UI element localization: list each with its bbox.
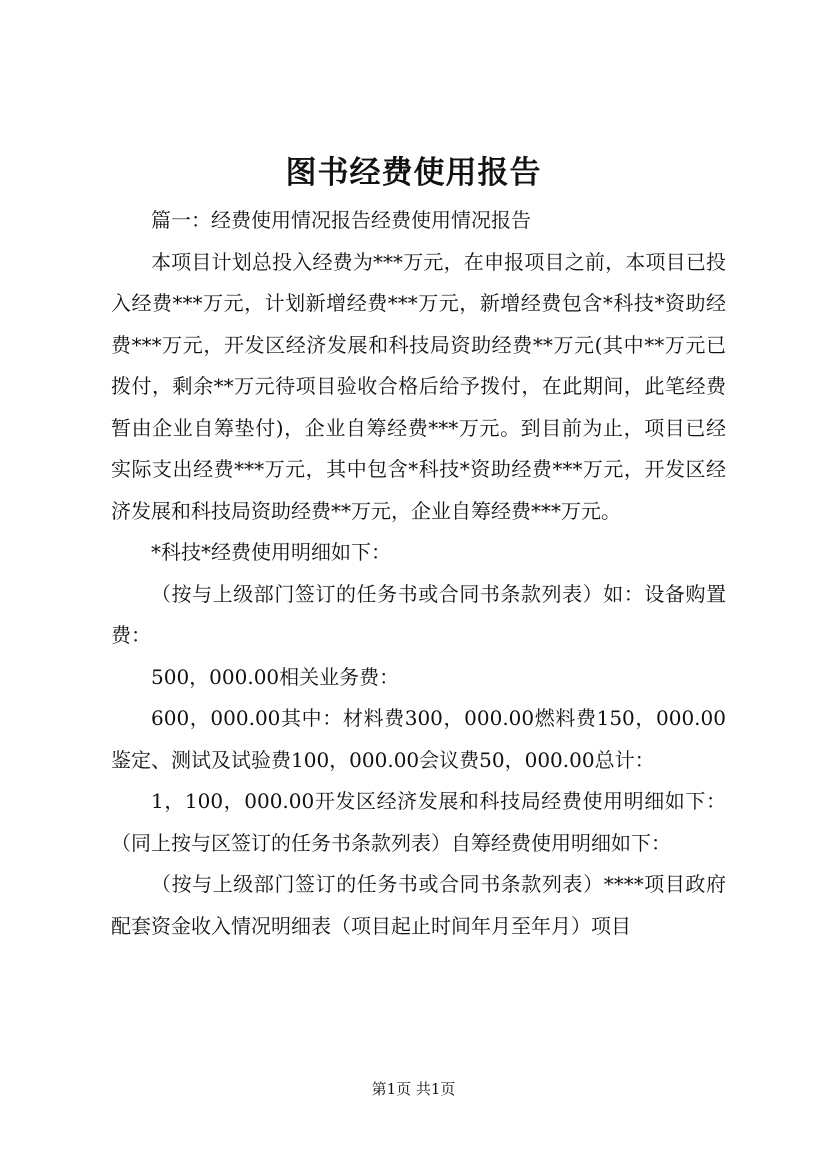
document-title: 图书经费使用报告	[285, 155, 542, 191]
paragraph-supporting-funds: （按与上级部门签订的任务书或合同书条款列表）****项目政府配套资金收入情况明细表（项目起止时间年月至年月）项目	[111, 872, 726, 938]
paragraph-equipment: （按与上级部门签订的任务书或合同书条款列表）如：设备购置费：	[111, 581, 726, 647]
document-body	[111, 200, 726, 947]
paragraph-business-fee: 500，000.00相关业务费：	[151, 664, 400, 689]
paragraph-detail-intro: *科技*经费使用明细如下：	[151, 540, 391, 564]
paragraph-total: 1，100，000.00开发区经济发展和科技局经费使用明细如下：（同上按与区签订的任务书条款列表）自筹经费使用明细如下：	[111, 789, 726, 855]
paragraph-budget-summary: 本项目计划总投入经费为***万元，在申报项目之前，本项目已投入经费***万元，计划新增经费***万元，新增经费包含*科技*资助经费***万元，开发区经济发展和科技局资助经费**万元(其中**万元已拨付，剩余**万元待项目验收合格后给予拨付，在此期间，此笔经费暂由企业自筹垫付)，企业自筹经费***万元。到目前为止，项目已经实际支出经费***万元，其中包含*科技*资助经费***万元，开发区经济发展和科技局资助经费**万元，企业自筹经费***万元。	[111, 249, 726, 523]
paragraph-heading: 篇一：经费使用情况报告经费使用情况报告	[151, 208, 531, 232]
page-footer: 第1页 共1页	[371, 1080, 456, 1098]
paragraph-materials: 600，000.00其中：材料费300，000.00燃料费150，000.00鉴定、测试及试验费100，000.00会议费50，000.00总计：	[111, 706, 726, 772]
